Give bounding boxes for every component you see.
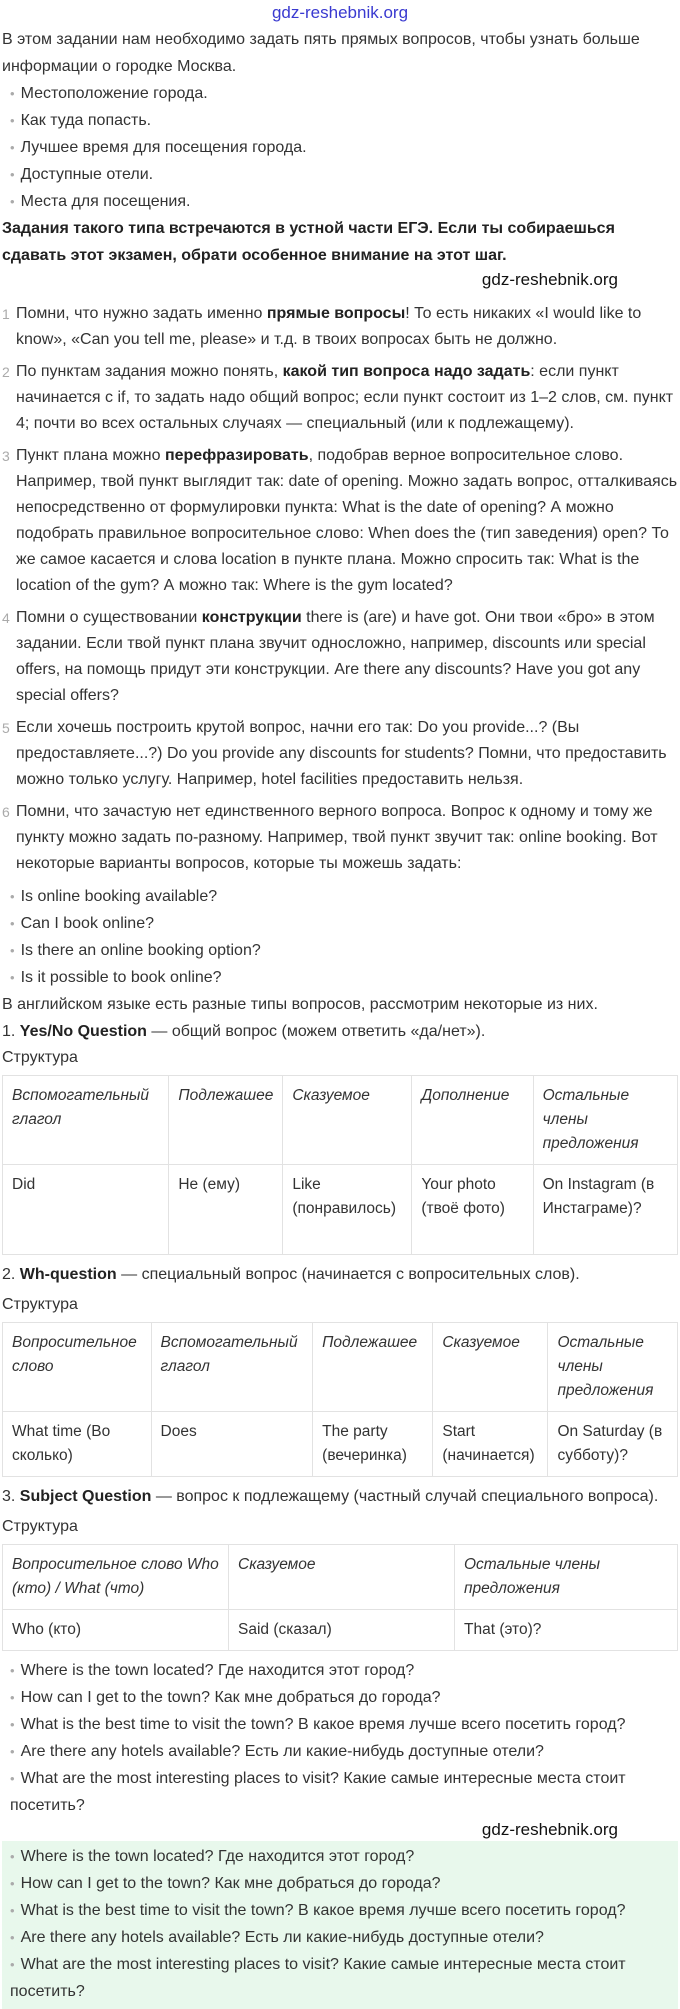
- table-row: [3, 1545, 678, 1610]
- watermark: gdz-reshebnik.org: [481, 1820, 618, 1839]
- tip-item: 3 Пункт плана можно перефразировать, подобрав верное вопросительное слово. Например, твой пункт выглядит так: date of opening. Можно задать вопрос, отталкиваясь непосредственно от формулировки пункта: What is the date of opening? А можно подобрать правильное вопросительное слово: When does the (тип заведения) open? То же самое касается и слова location в пункте плана. Можно спросить так: What is the location of the gym? А можно так: Where is the gym located?: [2, 447, 678, 594]
- table-header-cell: Вспомогательный глагол: [151, 1323, 313, 1412]
- table-header-cell: Сказуемое: [283, 1076, 412, 1165]
- intro-text: В этом задании нам необходимо задать пять прямых вопросов, чтобы узнать больше информации о городке Москва.: [2, 31, 640, 75]
- wh-table: [2, 1322, 678, 1477]
- exam-note: Задания такого типа встречаются в устной части ЕГЭ. Если ты собираешься сдавать этот экзамен, обрати особенное внимание на этот шаг.: [2, 220, 615, 264]
- table-cell: Who (кто): [3, 1610, 229, 1651]
- watermark: gdz-reshebnik.org: [481, 270, 618, 289]
- table-header-cell: Дополнение: [412, 1076, 533, 1165]
- tip-item: 4 Помни о существовании конструкции there is (are) и have got. Они твои «бро» в этом задании. Если твой пункт плана звучит односложно, например, discounts или special offers, на помощь придут эти конструкции. Are there any discounts? Have you got any special offers?: [2, 609, 655, 704]
- tip-item: 5 Если хочешь построить крутой вопрос, начни его так: Do you provide...? (Вы предоставляете...?) Do you provide any discounts for students? Помни, что предоставить можно только услугу. Например, hotel facilities предоставить нельзя.: [2, 719, 667, 788]
- answer-item: • What is the best time to visit the town? В какое время лучше всего посетить город?: [10, 1711, 678, 1738]
- table-cell: Does: [151, 1412, 313, 1477]
- types-intro: В английском языке есть разные типы вопросов, рассмотрим некоторые из них.: [2, 996, 598, 1013]
- tip-item: 2 По пунктам задания можно понять, какой тип вопроса надо задать: если пункт начинается с if, то задать надо общий вопрос; если пункт состоит из 1–2 слов, см. пункт 4; почти во всех остальных случаях — специальный (или к подлежащему).: [2, 363, 674, 432]
- list-item: • Is it possible to book online?: [10, 964, 678, 991]
- list-item: • Как туда попасть.: [10, 107, 678, 134]
- answer-item: • Are there any hotels available? Есть ли какие-нибудь доступные отели?: [10, 1924, 678, 1951]
- table-cell: [3, 1323, 678, 1477]
- points-list: [10, 80, 678, 215]
- table-row: [3, 1165, 678, 1255]
- table-cell: He (ему): [169, 1165, 283, 1255]
- booking-list: [10, 883, 678, 991]
- table-header-cell: Вопросительное слово Who (кто) / What (что): [3, 1545, 229, 1610]
- table-header-cell: Остальные члены предложения: [548, 1323, 678, 1412]
- answer-item: • What is the best time to visit the town? В какое время лучше всего посетить город?: [10, 1897, 678, 1924]
- structure-label: Структура: [2, 1296, 78, 1313]
- q3-title: 3. Subject Question — вопрос к подлежащему (частный случай специального вопроса).: [2, 1488, 659, 1505]
- yes-no-table: [2, 1075, 678, 1255]
- table-header-cell: Вспомогательный глагол: [3, 1076, 169, 1165]
- list-item: • Доступные отели.: [10, 161, 678, 188]
- answer-item: • What are the most interesting places to visit? Какие самые интересные места стоит посетить?: [10, 1951, 678, 2005]
- table-row: [3, 1412, 678, 1477]
- tips-list: [2, 301, 678, 877]
- answers-list: [10, 1657, 678, 1819]
- list-item: • Can I book online?: [10, 910, 678, 937]
- q1-title: 1. Yes/No Question — общий вопрос (можем ответить «да/нет»).: [2, 1023, 486, 1040]
- answer-item: • How can I get to the town? Как мне добраться до города?: [10, 1684, 678, 1711]
- list-item: • Лучшее время для посещения города.: [10, 134, 678, 161]
- table-cell: Start (начинается): [433, 1412, 548, 1477]
- tip-item: 6 Помни, что зачастую нет единственного верного вопроса. Вопрос к одному и тому же пункту можно задать по-разному. Например, твой пункт звучит так: online booking. Вот некоторые варианты вопросов, которые ты можешь задать:: [2, 803, 658, 872]
- site-link[interactable]: gdz-reshebnik.org: [271, 3, 409, 22]
- table-cell: Did: [3, 1165, 169, 1255]
- answer-item: • Where is the town located? Где находится этот город?: [10, 1657, 678, 1684]
- table-cell: Said (сказал): [229, 1610, 455, 1651]
- table-cell: What time (Во сколько): [3, 1412, 152, 1477]
- table-cell: On Instagram (в Инстаграме)?: [533, 1165, 677, 1255]
- table-cell: [3, 1076, 678, 1255]
- table-row: [3, 1323, 678, 1412]
- subject-table: [2, 1544, 678, 1651]
- table-cell: [3, 1545, 678, 1651]
- table-cell: Your photo (твоё фото): [412, 1165, 533, 1255]
- table-header-cell: Вопросительное слово: [3, 1323, 152, 1412]
- table-header-cell: Подлежашее: [313, 1323, 433, 1412]
- answer-item: • How can I get to the town? Как мне добраться до города?: [10, 1870, 678, 1897]
- answer-item: • Where is the town located? Где находится этот город?: [10, 1843, 678, 1870]
- table-row: [3, 1076, 678, 1165]
- structure-label: Структура: [2, 1518, 78, 1535]
- table-header-cell: Сказуемое: [433, 1323, 548, 1412]
- table-cell: The party (вечеринка): [313, 1412, 433, 1477]
- answer-item: • What are the most interesting places to visit? Какие самые интересные места стоит посетить?: [10, 1765, 678, 1819]
- table-header-cell: Сказуемое: [229, 1545, 455, 1610]
- list-item: • Местоположение города.: [10, 80, 678, 107]
- table-cell: That (это)?: [455, 1610, 678, 1651]
- list-item: • Is there an online booking option?: [10, 937, 678, 964]
- structure-label: Структура: [2, 1049, 78, 1066]
- answer-block: [2, 1841, 678, 2009]
- list-item: • Is online booking available?: [10, 883, 678, 910]
- table-header-cell: Остальные члены предложения: [533, 1076, 677, 1165]
- tip-item: 1 Помни, что нужно задать именно прямые вопросы! То есть никаких «I would like to know», «Can you tell me, please» и т.д. в твоих вопросах быть не должно.: [2, 305, 642, 348]
- table-row: [3, 1610, 678, 1651]
- table-cell: On Saturday (в субботу)?: [548, 1412, 678, 1477]
- table-cell: Like (понравилось): [283, 1165, 412, 1255]
- answer-item: • Are there any hotels available? Есть ли какие-нибудь доступные отели?: [10, 1738, 678, 1765]
- table-header-cell: Остальные члены предложения: [455, 1545, 678, 1610]
- table-header-cell: Подлежашее: [169, 1076, 283, 1165]
- list-item: • Места для посещения.: [10, 188, 678, 215]
- q2-title: 2. Wh-question — специальный вопрос (начинается с вопросительных слов).: [2, 1266, 580, 1283]
